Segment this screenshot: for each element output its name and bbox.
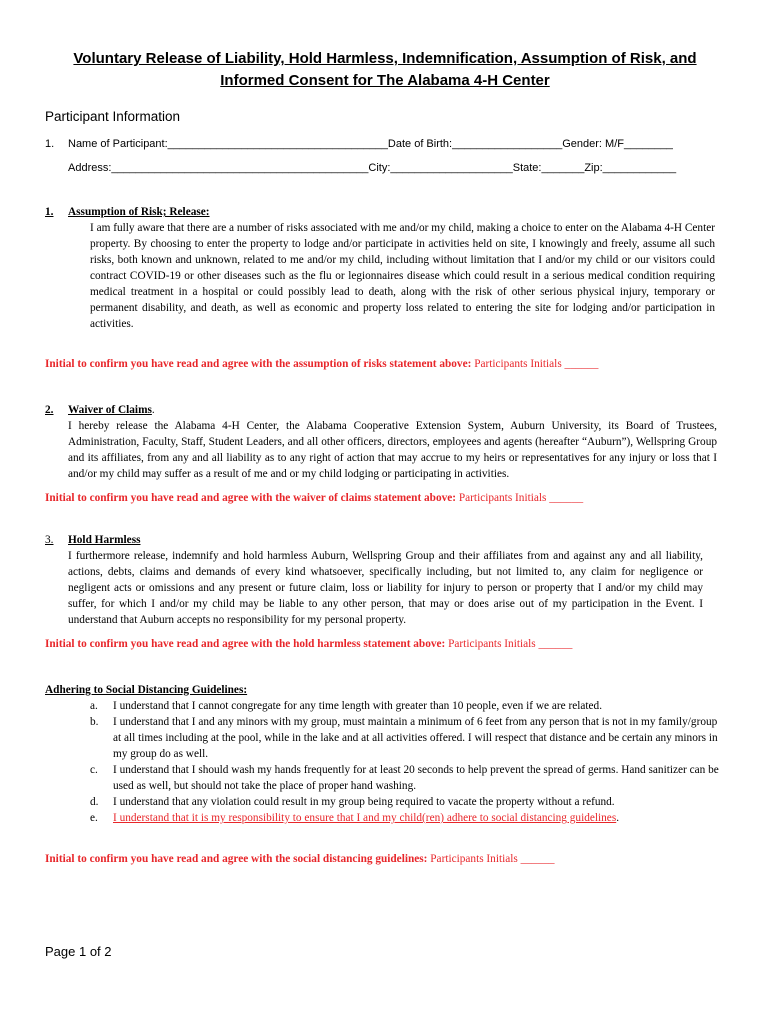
- zip-field[interactable]: ____________: [602, 162, 677, 174]
- participant-initials-field[interactable]: Participants Initials ______: [430, 853, 555, 865]
- responsibility-statement: I understand that it is my responsibility to ensure that I and my child(ren) adhere to social distancing guidelines: [113, 812, 617, 824]
- gender-field[interactable]: ________: [623, 138, 673, 150]
- document-title: [40, 48, 730, 92]
- section-waiver-of-claims: [45, 402, 717, 482]
- city-field[interactable]: ____________________: [390, 162, 513, 174]
- social-distancing-list: [80, 698, 720, 826]
- initial-prompt: Initial to confirm you have read and agree with the waiver of claims statement above:: [45, 492, 457, 504]
- address-label: Address:: [68, 162, 112, 174]
- participant-initials-field[interactable]: Participants Initials ______: [448, 638, 573, 650]
- address-field[interactable]: __________________________________________: [111, 162, 369, 174]
- section-heading: Hold Harmless: [68, 534, 141, 546]
- initial-prompt: Initial to confirm you have read and agree with the assumption of risks statement above:: [45, 358, 472, 370]
- initial-line-assumption: [45, 358, 598, 370]
- title-line-2: Informed Consent for The Alabama 4-H Center: [220, 72, 550, 89]
- section-body: I hereby release the Alabama 4-H Center, the Alabama Cooperative Extension System, Auburn University, its Board of Trustees, Administration, Faculty, Staff, Student Leaders, and all other officers, directors, employees and agents (hereafter “Auburn”), Wellspring Group and its affiliates, from any and all liability as to any right of action that may accrue to my heirs or representatives for any injury or loss that I and/or my child may suffer as a result of me and or my child lodging or participating in activities.: [68, 420, 717, 480]
- initial-line-social-distancing: [45, 853, 555, 865]
- list-item: e. I understand that it is my responsibility to ensure that I and my child(ren) adhere to social distancing guidelines.: [90, 812, 620, 824]
- list-item: d. I understand that any violation could result in my group being required to vacate the property without a refund.: [90, 796, 615, 808]
- section-heading: Waiver of Claims: [68, 404, 152, 416]
- section-number: 3.: [45, 534, 54, 546]
- section-hold-harmless: [45, 532, 703, 628]
- participant-row-2: [68, 162, 676, 174]
- section-number: 1.: [45, 206, 54, 218]
- initial-prompt: Initial to confirm you have read and agree with the hold harmless statement above:: [45, 638, 446, 650]
- row-number: 1.: [45, 138, 55, 150]
- participant-initials-field[interactable]: Participants Initials ______: [474, 358, 599, 370]
- participant-initials-field[interactable]: Participants Initials ______: [458, 492, 584, 504]
- participant-info-heading: Participant Information: [45, 109, 181, 124]
- section-assumption-of-risk: [45, 204, 715, 332]
- list-item: a. I understand that I cannot congregate for any time length with greater than 10 people, even if we are related.: [90, 700, 603, 712]
- list-item: c. I understand that I should wash my hands frequently for at least 20 seconds to help prevent the spread of germs. Hand sanitizer can be used as well, but should not take the place of proper hand washing.: [90, 764, 719, 792]
- state-field[interactable]: _______: [541, 162, 585, 174]
- section-heading: Assumption of Risk; Release:: [68, 206, 210, 218]
- name-label: Name of Participant:: [68, 138, 168, 150]
- zip-label: Zip:: [584, 162, 603, 174]
- section-body: I furthermore release, indemnify and hold harmless Auburn, Wellspring Group and their affiliates from and against any and all liability, actions, debts, claims and demands of every kind whatsoever, specifically including, but not limited to, any claim for negligence or negligent acts or omissions and any present or future claim, loss or liability for injury to person or property that I and/or my child may suffer, for which I and/or my child may be liable to any other person, that may or does arise out of my participation in the Event. I understand that Auburn accepts no responsibility for my personal property.: [68, 550, 703, 626]
- section-body: I am fully aware that there are a number of risks associated with me and/or my child, making a choice to enter on the Alabama 4-H Center property. By choosing to enter the property to lodge and/or participate in activities held on site, I knowingly and freely, assume all such risks, both known and unknown, related to me and/or my child, including without limitation that I and/or my child or our visitors could contract COVID-19 or other diseases such as the flu or legionnaires disease which could result in a serious medical condition requiring medical treatment in a hospital or could possibly lead to death, along with the risk of other serious physical injury, temporary or permanent disability, and death, as well as economic and property loss related to entering the site for lodging and/or participation in activities.: [90, 222, 715, 330]
- state-label: State:: [512, 162, 542, 174]
- title-line-1: Voluntary Release of Liability, Hold Harmless, Indemnification, Assumption of Risk, and: [73, 50, 697, 67]
- list-item: b. I understand that I and any minors with my group, must maintain a minimum of 6 feet from any person that is not in my family/group at all times including at the pool, while in the lake and at all activities offered. I will respect that distance and be certain any minors in my group do as well.: [90, 716, 718, 760]
- name-field[interactable]: ____________________________________: [167, 138, 388, 150]
- social-distancing-heading: Adhering to Social Distancing Guidelines:: [45, 684, 248, 696]
- initial-line-waiver: [45, 492, 583, 504]
- participant-row-1: [45, 138, 673, 150]
- city-label: City:: [368, 162, 391, 174]
- section-number: 2.: [45, 404, 54, 416]
- page-number: Page 1 of 2: [45, 944, 112, 959]
- dob-label: Date of Birth:: [387, 138, 453, 150]
- heading-period: .: [151, 404, 155, 416]
- initial-line-hold-harmless: [45, 638, 572, 650]
- gender-label: Gender: M/F: [562, 138, 624, 150]
- dob-field[interactable]: __________________: [452, 138, 563, 150]
- initial-prompt: Initial to confirm you have read and agree with the social distancing guidelines:: [45, 853, 428, 865]
